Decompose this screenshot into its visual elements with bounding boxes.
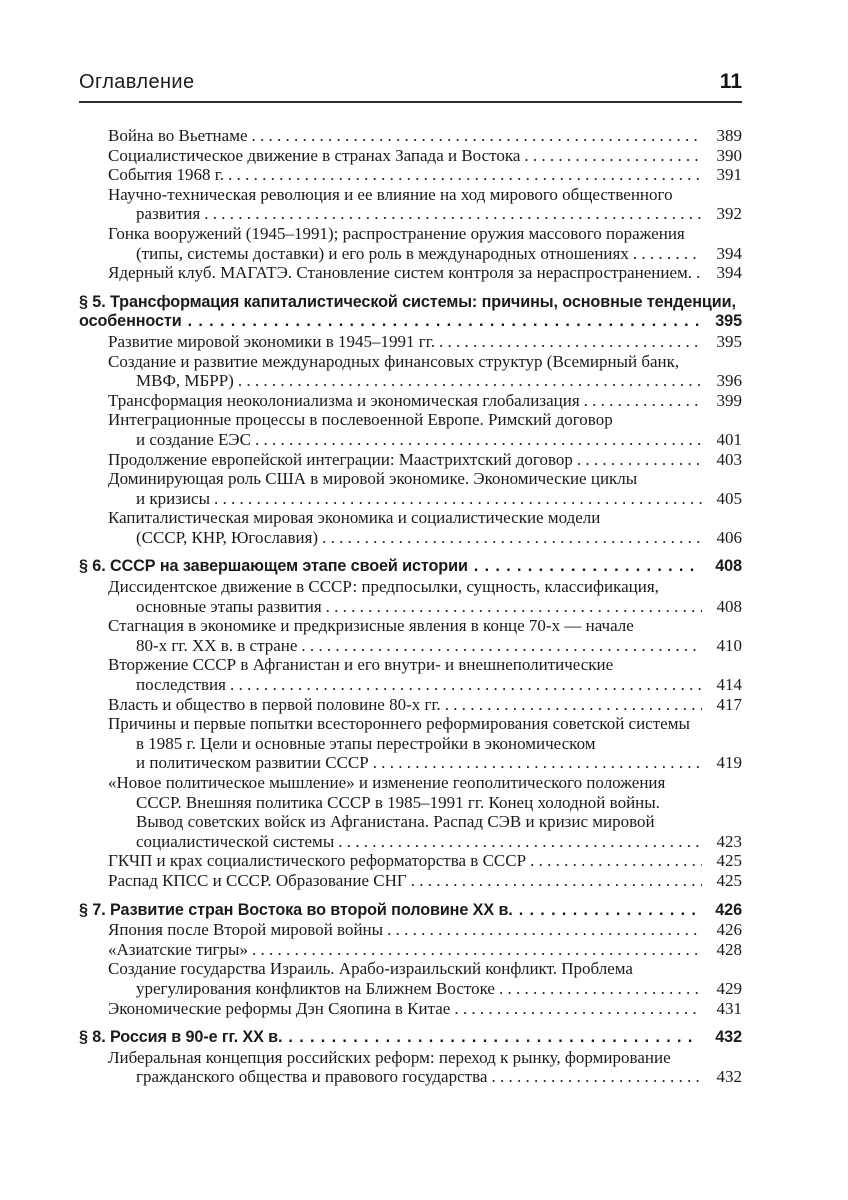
- toc-line: [79, 959, 742, 979]
- toc-page-ref: 396: [716, 371, 742, 391]
- toc-item-text: Социалистическое движение в странах Запада и Востока: [108, 145, 521, 165]
- toc-line: [79, 1028, 742, 1048]
- toc-entry-item[interactable]: [79, 469, 742, 508]
- toc-item-text: (СССР, КНР, Югославия): [136, 527, 319, 547]
- dot-leader: [255, 430, 702, 450]
- toc-page-ref: 394: [716, 263, 742, 283]
- toc-entry-item[interactable]: [79, 920, 742, 940]
- toc-entry-item[interactable]: [79, 851, 742, 871]
- toc-item-text: Вторжение СССР в Афганистан и его внутри- и внешнеполитические: [108, 655, 614, 675]
- toc-line: [79, 616, 742, 636]
- toc-section-item[interactable]: [79, 1028, 742, 1048]
- toc-entry-item[interactable]: [79, 224, 742, 263]
- toc-section-item[interactable]: [79, 293, 742, 332]
- toc-page-ref: 426: [715, 900, 742, 919]
- toc-page-ref: 401: [716, 429, 742, 449]
- toc-list: [79, 126, 742, 1087]
- toc-item-text: особенности: [79, 312, 182, 331]
- toc-page-ref: 423: [716, 831, 742, 851]
- toc-entry-item[interactable]: [79, 165, 742, 185]
- toc-line: [79, 224, 742, 244]
- toc-line: [79, 1048, 742, 1068]
- toc-item-text: Доминирующая роль США в мировой экономике. Экономические циклы: [108, 469, 638, 489]
- toc-item-text: Гонка вооружений (1945–1991); распространение оружия массового поражения: [108, 223, 685, 243]
- toc-item-text: «Новое политическое мышление» и изменение геополитического положения: [108, 773, 666, 792]
- toc-item-text: Капиталистическая мировая экономика и социалистические модели: [108, 508, 601, 528]
- dot-leader: [696, 263, 702, 283]
- toc-entry-item[interactable]: [79, 126, 742, 146]
- toc-item-text: Либеральная концепция российских реформ: переход к рынку, формирование: [108, 1047, 671, 1067]
- toc-line: [79, 450, 742, 470]
- dot-leader: [204, 204, 702, 224]
- toc-page-ref: 391: [716, 165, 742, 185]
- toc-item-text: МВФ, МБРР): [136, 371, 234, 391]
- toc-entry-item[interactable]: [79, 450, 742, 470]
- toc-line: [79, 528, 742, 548]
- dot-leader: [577, 450, 702, 470]
- toc-page-ref: 405: [716, 488, 742, 508]
- dot-leader: [445, 695, 702, 715]
- toc-page-ref: 414: [716, 675, 742, 695]
- dot-leader: [474, 557, 699, 577]
- toc-line: [79, 332, 742, 352]
- toc-item-text: и кризисы: [136, 488, 210, 508]
- toc-item-text: Причины и первые попытки всестороннего реформирования советской системы: [108, 714, 690, 734]
- toc-entry-item[interactable]: [79, 508, 742, 547]
- toc-entry-item[interactable]: [79, 871, 742, 891]
- toc-line: [79, 489, 742, 509]
- toc-line: [79, 920, 742, 940]
- toc-page-ref: 410: [716, 635, 742, 655]
- toc-line: [79, 312, 742, 332]
- toc-line: [79, 812, 742, 832]
- toc-item-text: Распад КПСС и СССР. Образование СНГ: [108, 870, 407, 890]
- dot-leader: [499, 979, 702, 999]
- toc-item-text: Вывод советских войск из Афганистана. Распад СЭВ и кризис мировой: [136, 812, 655, 832]
- page-header: [79, 70, 742, 103]
- toc-page-ref: 408: [715, 557, 742, 576]
- toc-page-ref: 417: [716, 694, 742, 714]
- toc-line: [79, 773, 742, 793]
- toc-page-ref: 406: [716, 527, 742, 547]
- toc-item-text: и политическом развитии СССР: [136, 753, 369, 773]
- toc-item-text: социалистической системы: [136, 831, 335, 851]
- toc-entry-item[interactable]: [79, 714, 742, 773]
- toc-line: [79, 979, 742, 999]
- toc-item-text: § 7. Развитие стран Востока во второй половине XX в.: [79, 900, 513, 919]
- toc-item-text: Экономические реформы Дэн Сяопина в Китае: [108, 998, 451, 1018]
- page-number: 11: [719, 70, 742, 93]
- toc-page-ref: 419: [716, 753, 742, 773]
- toc-line: [79, 371, 742, 391]
- toc-line: [79, 655, 742, 675]
- toc-item-text: Создание государства Израиль. Арабо-израильский конфликт. Проблема: [108, 959, 633, 979]
- toc-item-text: Интеграционные процессы в послевоенной Европе. Римский договор: [108, 410, 613, 430]
- toc-page-ref: 395: [715, 312, 742, 331]
- toc-line: [79, 391, 742, 411]
- toc-page-ref: 432: [715, 1028, 742, 1047]
- toc-page-ref: 389: [716, 126, 742, 145]
- dot-leader: [411, 871, 702, 891]
- toc-line: [79, 146, 742, 166]
- toc-entry-item[interactable]: [79, 655, 742, 694]
- toc-line: [79, 871, 742, 891]
- toc-item-text: СССР. Внешняя политика СССР в 1985–1991 гг. Конец холодной войны.: [136, 792, 660, 812]
- toc-line: [79, 597, 742, 617]
- toc-item-text: Власть и общество в первой половине 80-х гг.: [108, 694, 441, 714]
- toc-item-text: Продолжение европейской интеграции: Маастрихтский договор: [108, 449, 573, 469]
- toc-line: [79, 557, 742, 577]
- toc-line: [79, 410, 742, 430]
- toc-item-text: § 6. СССР на завершающем этапе своей истории: [79, 557, 468, 576]
- toc-page-ref: 403: [716, 449, 742, 469]
- dot-leader: [338, 832, 702, 852]
- toc-entry-item[interactable]: [79, 410, 742, 449]
- toc-line: [79, 185, 742, 205]
- toc-line: [79, 793, 742, 813]
- toc-page-ref: 432: [716, 1067, 742, 1087]
- toc-page-ref: 390: [716, 145, 742, 165]
- toc-line: [79, 753, 742, 773]
- toc-item-text: гражданского общества и правового государства: [136, 1067, 488, 1087]
- toc-page-ref: 425: [716, 870, 742, 890]
- toc-entry-item[interactable]: [79, 263, 742, 283]
- toc-entry-item[interactable]: [79, 577, 742, 616]
- toc-entry-item[interactable]: [79, 695, 742, 715]
- dot-leader: [387, 920, 702, 940]
- toc-entry-item[interactable]: [79, 146, 742, 166]
- toc-item-text: § 5. Трансформация капиталистической системы: причины, основные тенденции,: [79, 292, 736, 311]
- toc-item-text: «Азиатские тигры»: [108, 939, 248, 959]
- dot-leader: [228, 165, 702, 185]
- toc-item-text: Стагнация в экономике и предкризисные явления в конце 70-х — начале: [108, 616, 634, 636]
- toc-page-ref: 394: [716, 243, 742, 263]
- dot-leader: [530, 851, 702, 871]
- dot-leader: [524, 146, 702, 166]
- toc-page-ref: 425: [716, 851, 742, 871]
- dot-leader: [454, 999, 702, 1019]
- toc-line: [79, 263, 742, 283]
- toc-item-text: ГКЧП и крах социалистического реформаторства в СССР: [108, 851, 527, 871]
- toc-line: [79, 901, 742, 921]
- dot-leader: [439, 332, 702, 352]
- toc-entry-item[interactable]: [79, 185, 742, 224]
- dot-leader: [301, 636, 702, 656]
- toc-item-text: основные этапы развития: [136, 596, 322, 616]
- toc-item-text: Война во Вьетнаме: [108, 126, 248, 145]
- toc-page-ref: 395: [716, 331, 742, 351]
- toc-line: [79, 577, 742, 597]
- toc-item-text: (типы, системы доставки) и его роль в международных отношениях: [136, 243, 629, 263]
- toc-entry-item[interactable]: [79, 999, 742, 1019]
- toc-line: [79, 126, 742, 146]
- toc-entry-item[interactable]: [79, 352, 742, 391]
- toc-line: [79, 352, 742, 372]
- toc-item-text: 80-х гг. XX в. в стране: [136, 635, 298, 655]
- toc-item-text: урегулирования конфликтов на Ближнем Востоке: [136, 978, 495, 998]
- dot-leader: [238, 371, 702, 391]
- dot-leader: [252, 126, 702, 146]
- toc-page-ref: 392: [716, 204, 742, 224]
- toc-entry-item[interactable]: [79, 616, 742, 655]
- toc-item-text: Япония после Второй мировой войны: [108, 920, 384, 940]
- toc-line: [79, 636, 742, 656]
- toc-line: [79, 204, 742, 224]
- toc-item-text: Диссидентское движение в СССР: предпосылки, сущность, классификация,: [108, 577, 659, 597]
- toc-page-ref: 426: [716, 920, 742, 940]
- toc-entry-item[interactable]: [79, 940, 742, 960]
- toc-line: [79, 469, 742, 489]
- toc-entry-item[interactable]: [79, 773, 742, 851]
- dot-leader: [491, 1067, 702, 1087]
- toc-line: [79, 695, 742, 715]
- toc-item-text: События 1968 г.: [108, 165, 225, 185]
- toc-page-ref: 399: [716, 390, 742, 410]
- toc-page-ref: 431: [716, 998, 742, 1018]
- toc-line: [79, 165, 742, 185]
- toc-entry-item[interactable]: [79, 332, 742, 352]
- toc-item-text: и создание ЕЭС: [136, 429, 251, 449]
- toc-item-text: в 1985 г. Цели и основные этапы перестройки в экономическом: [136, 733, 596, 753]
- dot-leader: [373, 753, 702, 773]
- toc-page-ref: 408: [716, 596, 742, 616]
- toc-line: [79, 244, 742, 264]
- toc-line: [79, 293, 742, 313]
- toc-item-text: Ядерный клуб. МАГАТЭ. Становление систем контроля за нераспространением.: [108, 263, 693, 283]
- dot-leader: [584, 391, 702, 411]
- toc-item-text: Создание и развитие международных финансовых структур (Всемирный банк,: [108, 351, 680, 371]
- dot-leader: [519, 901, 699, 921]
- dot-leader: [322, 528, 702, 548]
- toc-page-ref: 429: [716, 978, 742, 998]
- running-title: Оглавление: [79, 71, 195, 93]
- dot-leader: [288, 1028, 699, 1048]
- toc-item-text: Развитие мировой экономики в 1945–1991 гг.: [108, 331, 436, 351]
- dot-leader: [188, 312, 699, 332]
- toc-line: [79, 430, 742, 450]
- dot-leader: [633, 244, 702, 264]
- toc-item-text: § 8. Россия в 90-е гг. XX в.: [79, 1028, 283, 1047]
- toc-line: [79, 940, 742, 960]
- toc-item-text: последствия: [136, 675, 226, 695]
- toc-entry-item[interactable]: [79, 391, 742, 411]
- toc-page-ref: 428: [716, 939, 742, 959]
- toc-entry-item[interactable]: [79, 1048, 742, 1087]
- toc-line: [79, 832, 742, 852]
- toc-line: [79, 851, 742, 871]
- toc-item-text: Научно-техническая революция и ее влияние на ход мирового общественного: [108, 184, 673, 204]
- toc-section-item[interactable]: [79, 557, 742, 577]
- toc-item-text: Трансформация неоколониализма и экономическая глобализация: [108, 390, 580, 410]
- toc-section-item[interactable]: [79, 901, 742, 921]
- toc-line: [79, 675, 742, 695]
- toc-line: [79, 1067, 742, 1087]
- toc-entry-item[interactable]: [79, 959, 742, 998]
- page-content: [79, 70, 742, 1087]
- toc-line: [79, 734, 742, 754]
- dot-leader: [252, 940, 702, 960]
- toc-line: [79, 508, 742, 528]
- dot-leader: [214, 489, 702, 509]
- toc-line: [79, 714, 742, 734]
- toc-item-text: развития: [136, 204, 201, 224]
- dot-leader: [326, 597, 702, 617]
- dot-leader: [230, 675, 702, 695]
- toc-line: [79, 999, 742, 1019]
